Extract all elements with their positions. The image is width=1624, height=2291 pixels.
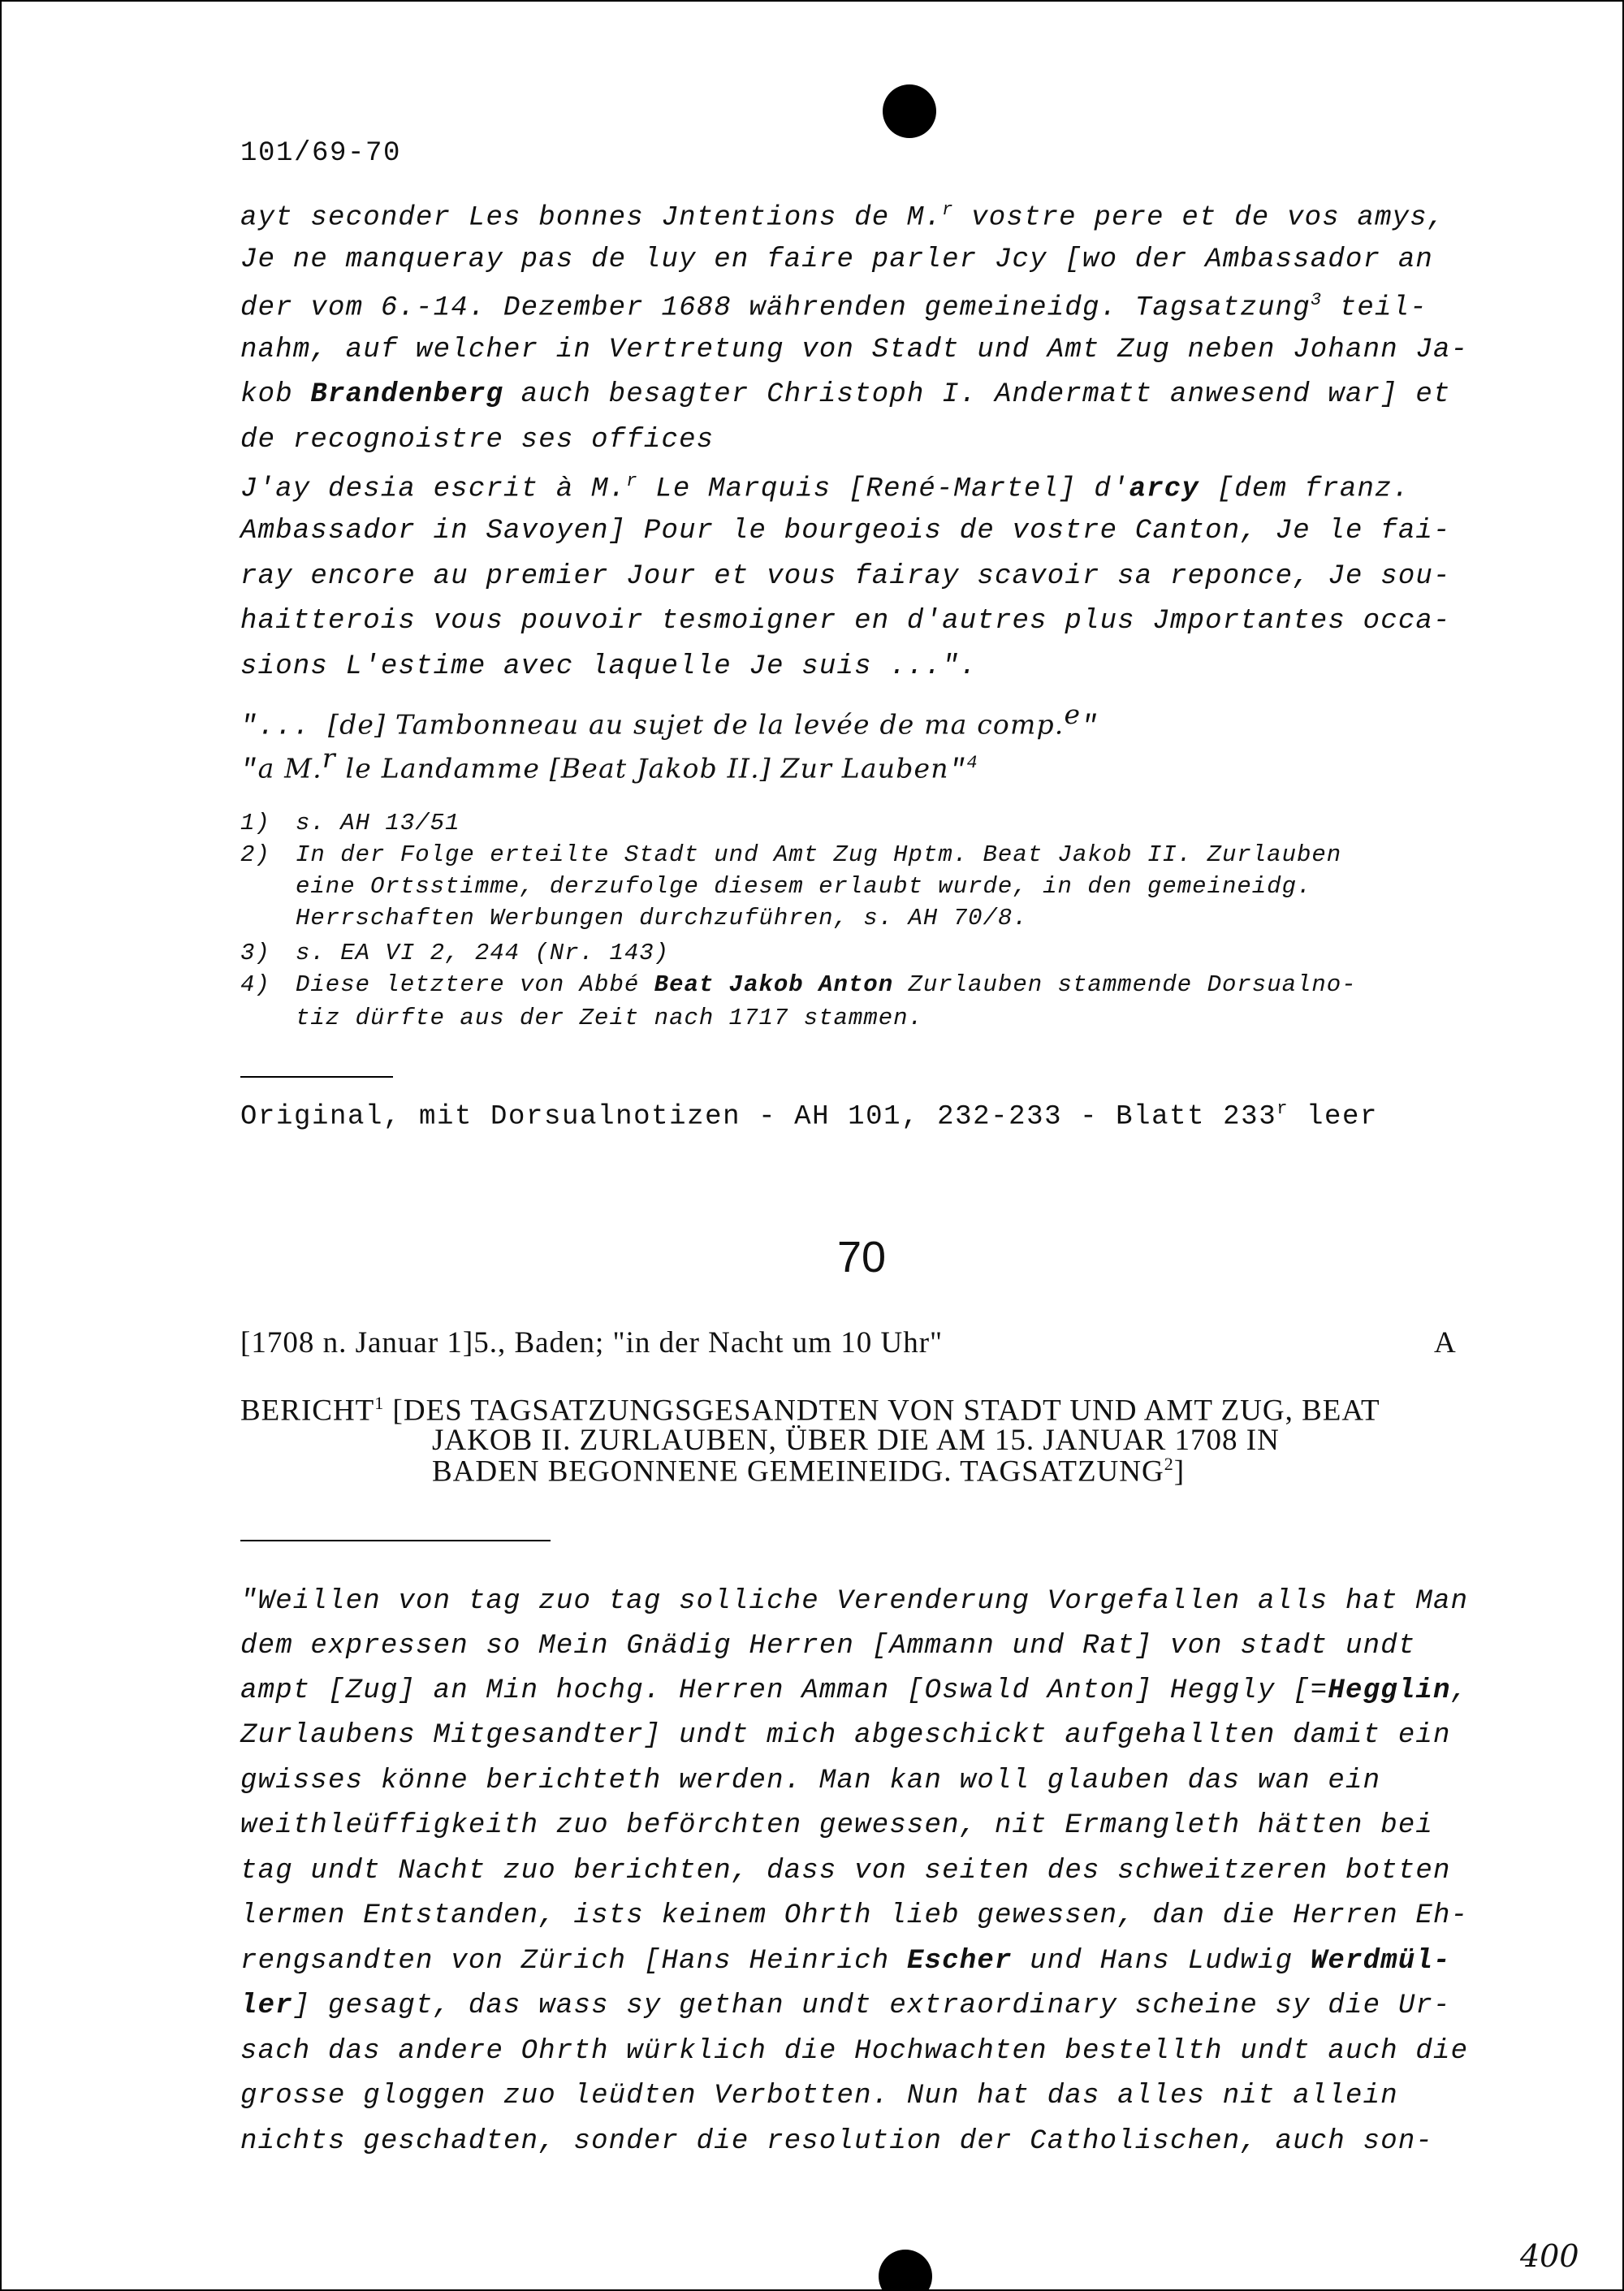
footnote-text: tiz dürfte aus der Zeit nach 1717 stammen. xyxy=(296,1005,923,1031)
archive-reference: 101/69-70 xyxy=(240,138,402,169)
footnote: 3) xyxy=(240,940,270,966)
body-line: sions L'estime avec laquelle Je suis ...". xyxy=(240,651,978,682)
body-line: "Weillen von tag zuo tag solliche Verenderung Vorgefallen alls hat Man xyxy=(240,1586,1469,1617)
body-line: J'ay desia escrit à M.$^r$ Le Marquis [René-Martel] d'arcy [dem franz. xyxy=(240,471,1410,505)
body-line: gwisses könne berichteth werden. Man kan woll glauben das wan ein xyxy=(240,1766,1381,1796)
dorsual-note: "... [de] Tambonneau au sujet de la levée de ma comp.$^e$" xyxy=(240,698,1099,743)
body-line: Je ne manqueray pas de luy en faire parler Jcy [wo der Ambassador an xyxy=(240,244,1434,275)
body-line: Zurlaubens Mitgesandter] undt mich abgeschickt aufgehallten damit ein xyxy=(240,1720,1451,1751)
body-line: sach das andere Ohrth würklich die Hochwachten bestellth undt auch die xyxy=(240,2036,1469,2067)
footnote: 4) xyxy=(240,971,270,998)
person-name: Escher xyxy=(906,1946,1013,1977)
punch-hole-top xyxy=(883,84,936,138)
document-number: 70 xyxy=(837,1233,887,1282)
body-line: de recognoistre ses offices xyxy=(240,425,715,456)
person-name: Werdmül- xyxy=(1310,1946,1451,1977)
heading-line: JAKOB II. ZURLAUBEN, ÜBER DIE AM 15. JANUAR 1708 IN xyxy=(432,1424,1280,1457)
body-line: haitterois vous pouvoir tesmoigner en d'autres plus Jmportantes occa- xyxy=(240,606,1451,637)
heading-line: BERICHT$^1$ [DES TAGSATZUNGSGESANDTEN VON STADT UND AMT ZUG, BEAT xyxy=(240,1393,1380,1428)
person-name: Hegglin xyxy=(1328,1675,1451,1706)
body-line: der vom 6.-14. Dezember 1688 währenden gemeineidg. Tagsatzung$^3$ teil- xyxy=(240,290,1427,324)
body-line: tag undt Nacht zuo berichten, dass von seiten des schweitzeren botten xyxy=(240,1856,1451,1887)
body-line: dem expressen so Mein Gnädig Herren [Ammann und Rat] von stadt undt xyxy=(240,1631,1416,1662)
footnote: 2) xyxy=(240,841,270,868)
source-note: Original, mit Dorsualnotizen - AH 101, 232-233 - Blatt 233$^r$ leer xyxy=(240,1099,1379,1133)
footnote-text: s. AH 13/51 xyxy=(296,810,460,836)
body-line: weithleüffigkeith zuo beförchten gewessen, nit Ermangleth hätten bei xyxy=(240,1810,1434,1841)
separator-rule xyxy=(240,1076,393,1078)
person-name: ler xyxy=(240,1991,293,2021)
folio-number: 400 xyxy=(1520,2238,1579,2274)
body-line: Ambassador in Savoyen] Pour le bourgeois de vostre Canton, Je le fai- xyxy=(240,516,1451,547)
body-line: ray encore au premier Jour et vous fairay scavoir sa reponce, Je sou- xyxy=(240,561,1451,592)
footnote-text: s. EA VI 2, 244 (Nr. 143) xyxy=(296,940,670,966)
body-line: lermen Entstanden, ists keinem Ohrth lieb gewessen, dan die Herren Eh- xyxy=(240,1900,1469,1931)
person-name: Brandenberg xyxy=(310,379,504,410)
body-line: ayt seconder Les bonnes Jntentions de M.$^r$ vostre pere et de vos amys, xyxy=(240,200,1445,234)
dorsual-note: "a M.$^r$ le Landamme [Beat Jakob II.] Zur Lauben"$^4$ xyxy=(240,742,978,787)
body-line: ler] gesagt, das wass sy gethan undt extraordinary scheine sy die Ur- xyxy=(240,1991,1451,2021)
separator-rule xyxy=(240,1540,551,1541)
footnote-text: Diese letztere von Abbé Beat Jakob Anton Zurlauben stammende Dorsualno- xyxy=(296,971,1357,998)
body-line: nichts geschadten, sonder die resolution der Catholischen, auch son- xyxy=(240,2126,1434,2157)
body-line: rengsandten von Zürich [Hans Heinrich Escher und Hans Ludwig Werdmül- xyxy=(240,1946,1451,1977)
person-name: arcy xyxy=(1129,473,1200,505)
heading-line: BADEN BEGONNENE GEMEINEIDG. TAGSATZUNG$^2$] xyxy=(432,1454,1186,1489)
footnote-text: eine Ortsstimme, derzufolge diesem erlaubt wurde, in den gemeineidg. xyxy=(296,873,1312,900)
body-line: kob Brandenberg auch besagter Christoph I. Andermatt anwesend war] et xyxy=(240,379,1451,410)
body-line: ampt [Zug] an Min hochg. Herren Amman [Oswald Anton] Heggly [=Hegglin, xyxy=(240,1675,1469,1706)
footnote-text: Herrschaften Werbungen durchzuführen, s. AH 70/8. xyxy=(296,905,1028,932)
footnote-text: In der Folge erteilte Stadt und Amt Zug Hptm. Beat Jakob II. Zurlauben xyxy=(296,841,1342,868)
footnote: 1) xyxy=(240,810,270,836)
date-line: [1708 n. Januar 1]5., Baden; "in der Nacht um 10 Uhr" xyxy=(240,1326,944,1359)
body-line: nahm, auf welcher in Vertretung von Stadt und Amt Zug neben Johann Ja- xyxy=(240,335,1469,365)
document-letter: A xyxy=(1434,1326,1457,1359)
body-line: grosse gloggen zuo leüdten Verbotten. Nun hat das alles nit allein xyxy=(240,2081,1398,2112)
